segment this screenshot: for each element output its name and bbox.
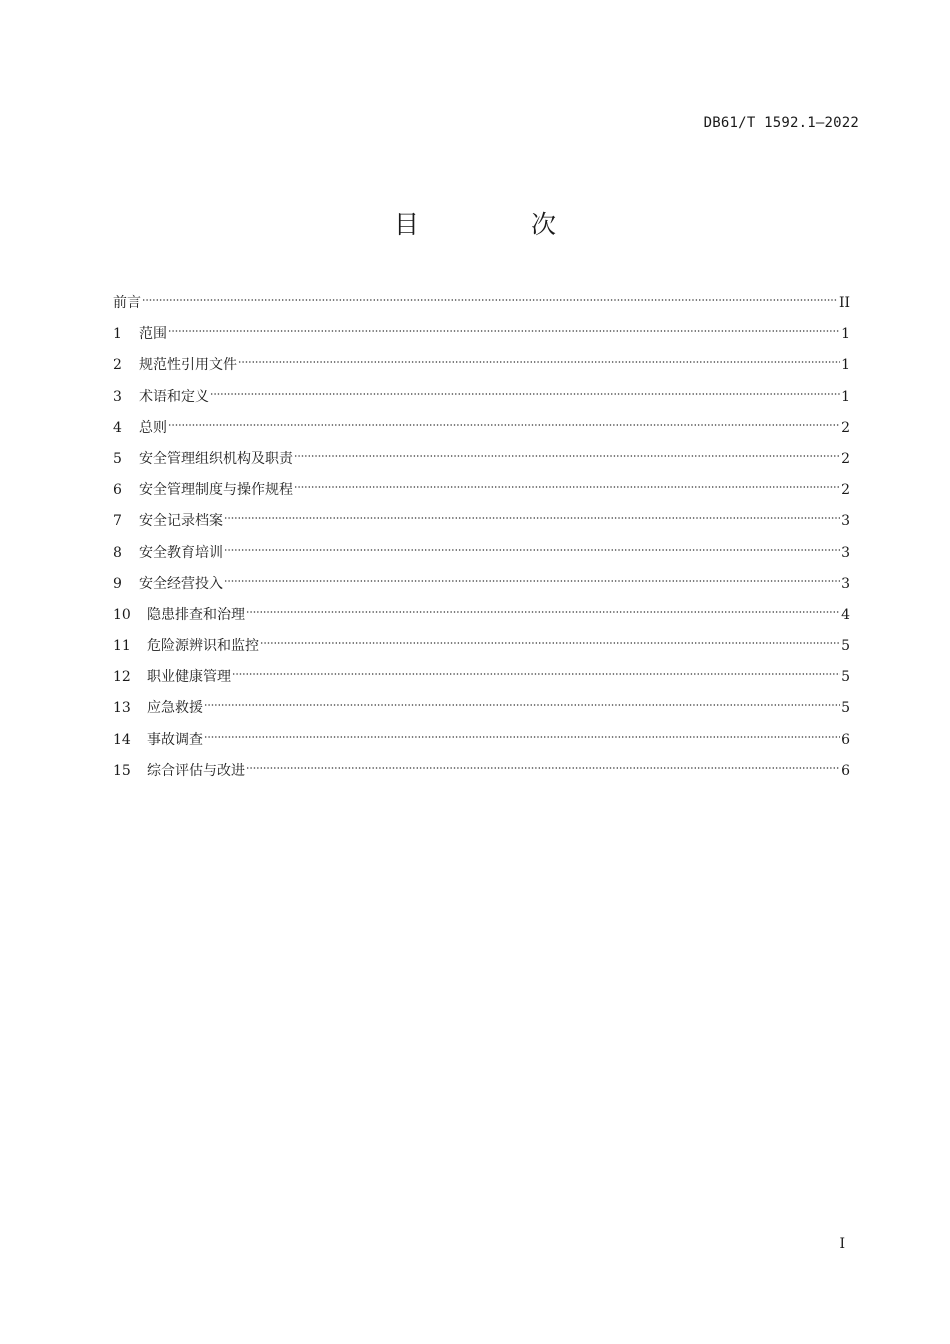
toc-entry-number: 14	[113, 731, 131, 748]
toc-leader-dots	[294, 474, 840, 494]
toc-leader-dots	[204, 724, 840, 744]
toc-entry-page: 5	[841, 700, 850, 717]
toc-entry-label: 安全经营投入	[139, 575, 223, 592]
toc-leader-dots	[224, 537, 840, 557]
toc-entry-page: 5	[841, 638, 850, 655]
toc-entry-number: 1	[113, 326, 122, 343]
toc-entry-label: 前言	[113, 295, 141, 311]
toc-entry-label: 安全管理制度与操作规程	[139, 482, 293, 499]
toc-entry-8[interactable]	[113, 537, 850, 568]
toc-entry-page: 2	[841, 450, 850, 467]
toc-entry-number: 8	[113, 544, 122, 561]
toc-entry-4[interactable]	[113, 412, 850, 443]
toc-entry-12[interactable]	[113, 661, 850, 692]
toc-entry-foreword[interactable]	[113, 287, 850, 318]
toc-leader-dots	[246, 599, 840, 619]
toc-entry-3[interactable]	[113, 381, 850, 412]
toc-entry-label: 安全管理组织机构及职责	[139, 450, 293, 467]
toc-entry-number: 6	[113, 482, 122, 499]
toc-entry-9[interactable]	[113, 568, 850, 599]
toc-entry-number: 3	[113, 388, 122, 405]
toc-entry-page: 2	[841, 482, 850, 499]
toc-entry-page: 4	[841, 606, 850, 623]
toc-entry-label: 总则	[139, 419, 167, 436]
toc-entry-label: 事故调查	[147, 731, 203, 748]
toc-entry-label: 危险源辨识和监控	[147, 638, 259, 655]
toc-entry-page: 6	[841, 762, 850, 779]
page-title: 目 次	[394, 210, 608, 239]
toc-entry-number: 15	[113, 762, 131, 779]
toc-entry-number: 4	[113, 419, 122, 436]
toc-entry-1[interactable]	[113, 318, 850, 349]
toc-entry-5[interactable]	[113, 443, 850, 474]
toc-entry-page: 5	[841, 669, 850, 686]
toc-entry-2[interactable]	[113, 349, 850, 380]
toc-leader-dots	[224, 505, 840, 525]
toc-entry-page: 1	[841, 357, 850, 374]
toc-entry-page: 6	[841, 731, 850, 748]
toc-leader-dots	[238, 349, 840, 369]
page-number: I	[839, 1236, 845, 1252]
toc-leader-dots	[294, 443, 840, 463]
toc-entry-7[interactable]	[113, 505, 850, 536]
toc-leader-dots	[168, 318, 840, 338]
toc-entry-number: 10	[113, 606, 131, 623]
toc-entry-page: 3	[841, 575, 850, 592]
toc-entry-label: 规范性引用文件	[139, 357, 237, 374]
document-code: DB61/T 1592.1—2022	[703, 115, 859, 131]
toc-leader-dots	[246, 755, 840, 775]
toc-entry-page: 1	[841, 326, 850, 343]
toc-leader-dots	[232, 661, 840, 681]
toc-entry-label: 范围	[139, 326, 167, 343]
table-of-contents	[113, 287, 850, 786]
toc-entry-number: 2	[113, 357, 122, 374]
toc-entry-number: 11	[113, 638, 131, 655]
toc-entry-10[interactable]	[113, 599, 850, 630]
toc-entry-label: 职业健康管理	[147, 669, 231, 686]
toc-leader-dots	[224, 568, 840, 588]
toc-entry-page: 1	[841, 388, 850, 405]
toc-entry-number: 9	[113, 575, 122, 592]
toc-leader-dots	[168, 412, 840, 432]
toc-entry-number: 5	[113, 450, 122, 467]
toc-entry-label: 安全记录档案	[139, 513, 223, 530]
toc-entry-number: 13	[113, 700, 131, 717]
toc-entry-15[interactable]	[113, 755, 850, 786]
toc-entry-page: 3	[841, 544, 850, 561]
toc-entry-page: 2	[841, 419, 850, 436]
toc-entry-label: 术语和定义	[139, 388, 209, 405]
toc-entry-number: 7	[113, 513, 122, 530]
toc-entry-page: 3	[841, 513, 850, 530]
toc-entry-14[interactable]	[113, 724, 850, 755]
toc-leader-dots	[210, 381, 840, 401]
toc-entry-number: 12	[113, 669, 131, 686]
toc-entry-label: 应急救援	[147, 700, 203, 717]
toc-leader-dots	[260, 630, 840, 650]
toc-entry-label: 安全教育培训	[139, 544, 223, 561]
toc-entry-page: II	[838, 295, 850, 311]
toc-entry-13[interactable]	[113, 692, 850, 723]
toc-leader-dots	[142, 287, 838, 307]
toc-entry-label: 综合评估与改进	[147, 762, 245, 779]
toc-entry-label: 隐患排查和治理	[147, 606, 245, 623]
toc-entry-6[interactable]	[113, 474, 850, 505]
toc-leader-dots	[204, 692, 840, 712]
toc-entry-11[interactable]	[113, 630, 850, 661]
